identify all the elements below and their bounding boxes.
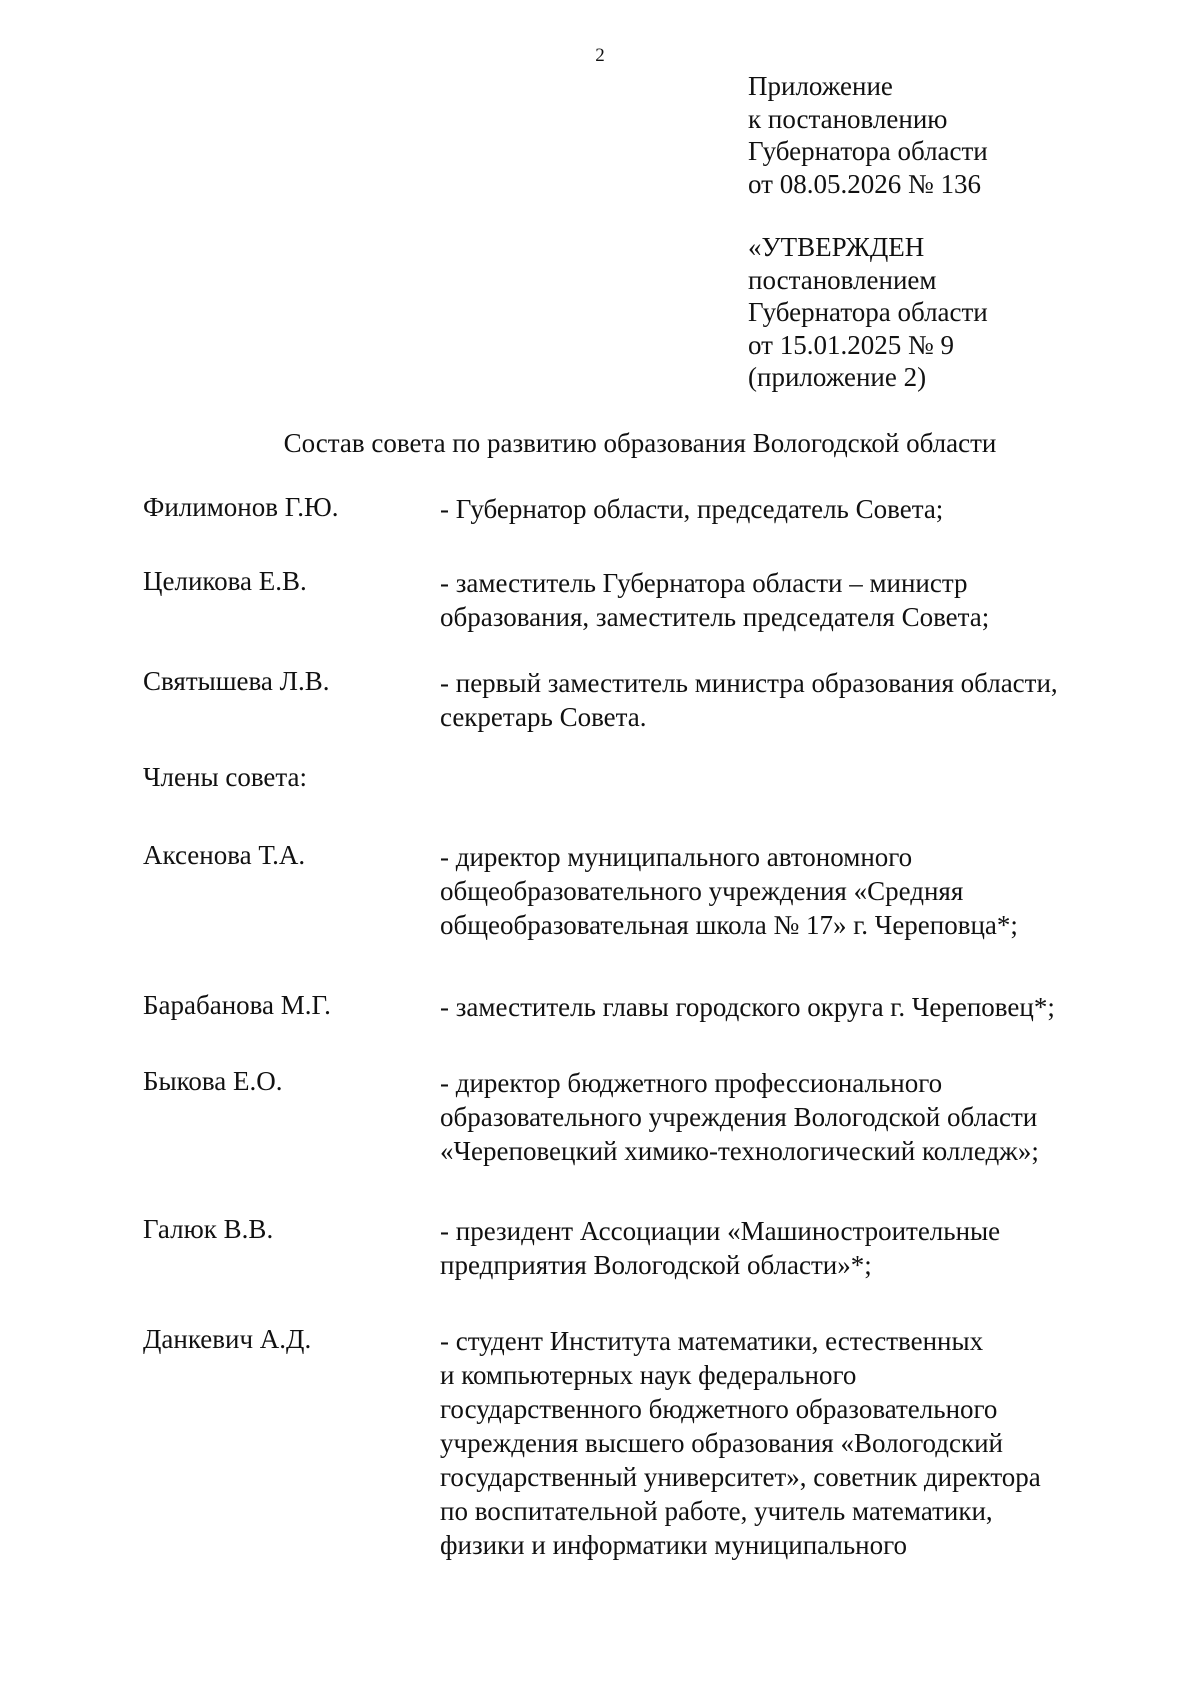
appendix-line: Приложение [748,71,893,101]
approved-line: Губернатора области [748,297,988,327]
role-line: - студент Института математики, естественных [440,1326,984,1356]
role-line: «Череповецкий химико-технологический колледж»; [440,1136,1039,1166]
role-line: - заместитель главы городского округа г. Череповец*; [440,992,1055,1022]
role-line: - директор бюджетного профессионального [440,1068,943,1098]
person-name: Целикова Е.В. [143,566,307,596]
document-title: Состав совета по развитию образования Вологодской области [283,428,997,458]
appendix-line: Губернатора области [748,136,988,166]
role-line: общеобразовательная школа № 17» г. Череповца*; [440,910,1018,940]
person-role [440,666,1140,734]
appendix-block [748,70,1168,200]
person-name: Святышева Л.В. [143,666,330,696]
approved-block [748,231,1168,394]
person-name: Аксенова Т.А. [143,840,306,870]
person-name: Быкова Е.О. [143,1066,283,1096]
role-line: государственный университет», советник директора [440,1462,1041,1492]
page-number: 2 [595,45,605,66]
person-role [440,1066,1140,1168]
role-line: - первый заместитель министра образования области, [440,668,1058,698]
role-line: образования, заместитель председателя Совета; [440,602,990,632]
person-role [440,1324,1140,1562]
role-line: - директор муниципального автономного [440,842,913,872]
role-line: государственного бюджетного образовательного [440,1394,998,1424]
person-name: Филимонов Г.Ю. [143,492,339,522]
role-line: физики и информатики муниципального [440,1530,908,1560]
role-line: предприятия Вологодской области»*; [440,1250,872,1280]
role-line: и компьютерных наук федерального [440,1360,857,1390]
person-role [440,1214,1140,1282]
role-line: по воспитательной работе, учитель математики, [440,1496,993,1526]
person-name: Данкевич А.Д. [143,1324,312,1354]
person-role [440,840,1140,942]
appendix-line: от 08.05.2026 № 136 [748,168,981,199]
person-role [440,492,1140,526]
appendix-line: к постановлению [748,103,948,134]
role-line: общеобразовательного учреждения «Средняя [440,876,964,906]
approved-line: постановлением [748,264,937,295]
person-name: Галюк В.В. [143,1214,274,1244]
role-line: - Губернатор области, председатель Совета; [440,494,944,524]
person-role [440,990,1140,1024]
role-line: учреждения высшего образования «Вологодский [440,1428,1003,1458]
role-line: секретарь Совета. [440,702,647,732]
members-heading: Члены совета: [143,762,308,792]
role-line: образовательного учреждения Вологодской области [440,1102,1038,1132]
person-name: Барабанова М.Г. [143,990,331,1020]
approved-line: от 15.01.2025 № 9 [748,329,954,360]
approved-line: «УТВЕРЖДЕН [748,232,925,262]
role-line: - заместитель Губернатора области – министр [440,568,968,598]
person-role [440,566,1140,634]
approved-line: (приложение 2) [748,362,927,392]
role-line: - президент Ассоциации «Машиностроительные [440,1216,1001,1246]
